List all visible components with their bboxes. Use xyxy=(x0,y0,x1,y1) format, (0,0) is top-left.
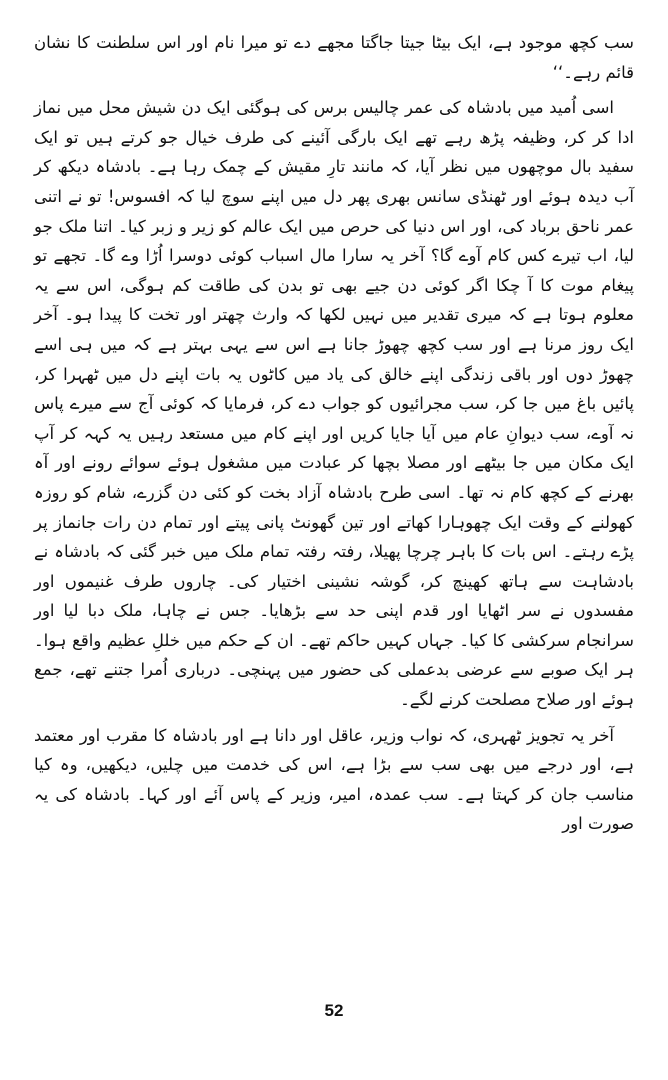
body-text xyxy=(34,28,634,839)
page-number: 52 xyxy=(324,1001,344,1020)
paragraph-3: آخر یہ تجویز ٹھہری، کہ نواب وزیر، عاقل اور دانا ہے اور بادشاہ کا مقرب اور معتمد ہے، اور درجے میں بھی سب سے بڑا ہے، اس کی خدمت میں چلیں، دیکھیں، وہ کیا مناسب جان کر کہتا ہے۔ سب عمدہ، امیر، وزیر کے پاس آئے اور کہا۔ بادشاہ کی یہ صورت اور xyxy=(34,725,634,834)
paragraph-1: سب کچھ موجود ہے، ایک بیٹا جیتا جاگتا مجھے دے تو میرا نام اور اس سلطنت کا نشان قائم رہے۔‘‘ xyxy=(34,33,634,82)
paragraph-2: اسی اُمید میں بادشاہ کی عمر چالیس برس کی ہوگئی ایک دن شیش محل میں نماز ادا کر کر، وظیفہ پڑھ رہے تھے ایک بارگی آئینے کی طرف خیال جو کرتے ہیں تو ایک سفید بال موچھوں میں نظر آیا، کہ مانند تارِ مقیش کے چمک رہا ہے۔ بادشاہ دیکھ کر آب دیدہ ہوئے اور ٹھنڈی سانس بھری پھر دل میں اپنے سوچ لیا کہ افسوس! تو نے اتنی عمر ناحق برباد کی، اور اس دنیا کی حرص میں ایک عالم کو زیر و زبر کیا۔ اتنا ملک جو لیا، اب تیرے کس کام آوے گا؟ آخر یہ سارا مال اسباب کوئی دوسرا اُڑا وے گا۔ تجھے تو پیغام موت کا آ چکا اگر کوئی دن جیے بھی تو بدن کی طاقت کم ہوگی، اس سے یہ معلوم ہوتا ہے کہ میری تقدیر میں نہیں لکھا کہ وارث چھتر اور تخت کا پیدا ہو۔ آخر ایک روز مرنا ہے اور سب کچھ چھوڑ جانا ہے اس سے یہی بہتر ہے کہ میں ہی اسے چھوڑ دوں اور باقی زندگی اپنے خالق کی یاد میں کاٹوں یہ بات اپنے دل میں ٹھہرا کر، پائیں باغ میں جا کر، سب مجرائیوں کو جواب دے کر، فرمایا کہ کوئی آج سے میرے پاس نہ آوے، سب دیوانِ عام میں آیا جایا کریں اور اپنے کام میں مستعد رہیں یہ کہہ کر آپ ایک مکان میں جا بیٹھے اور مصلا بچھا کر عبادت میں مشغول ہوئے سوائے رونے اور آہ بھرنے کے کچھ کام نہ تھا۔ اسی طرح بادشاہ آزاد بخت کو کئی دن گزرے، شام کو روزہ کھولنے کے وقت ایک چھوہارا کھاتے اور تین گھونٹ پانی پیتے اور تمام دن رات جانماز پر پڑے رہتے۔ اس بات کا باہر چرچا پھیلا، رفتہ رفتہ تمام ملک میں خبر گئی کہ بادشاہ نے بادشاہت سے ہاتھ کھینچ کر، گوشہ نشینی اختیار کی۔ چاروں طرف غنیموں اور مفسدوں نے سر اٹھایا اور قدم اپنی حد سے بڑھایا۔ جس نے چاہا، ملک دبا لیا اور سرانجام سرکشی کا کیا۔ جہاں کہیں حاکم تھے۔ ان کے حکم میں خللِ عظیم واقع ہوا۔ ہر ایک صوبے سے عرضی بدعملی کی حضور میں پہنچی۔ درباری اُمرا جتنے تھے، جمع ہوئے اور صلاح مصلحت کرنے لگے۔ xyxy=(34,98,634,710)
